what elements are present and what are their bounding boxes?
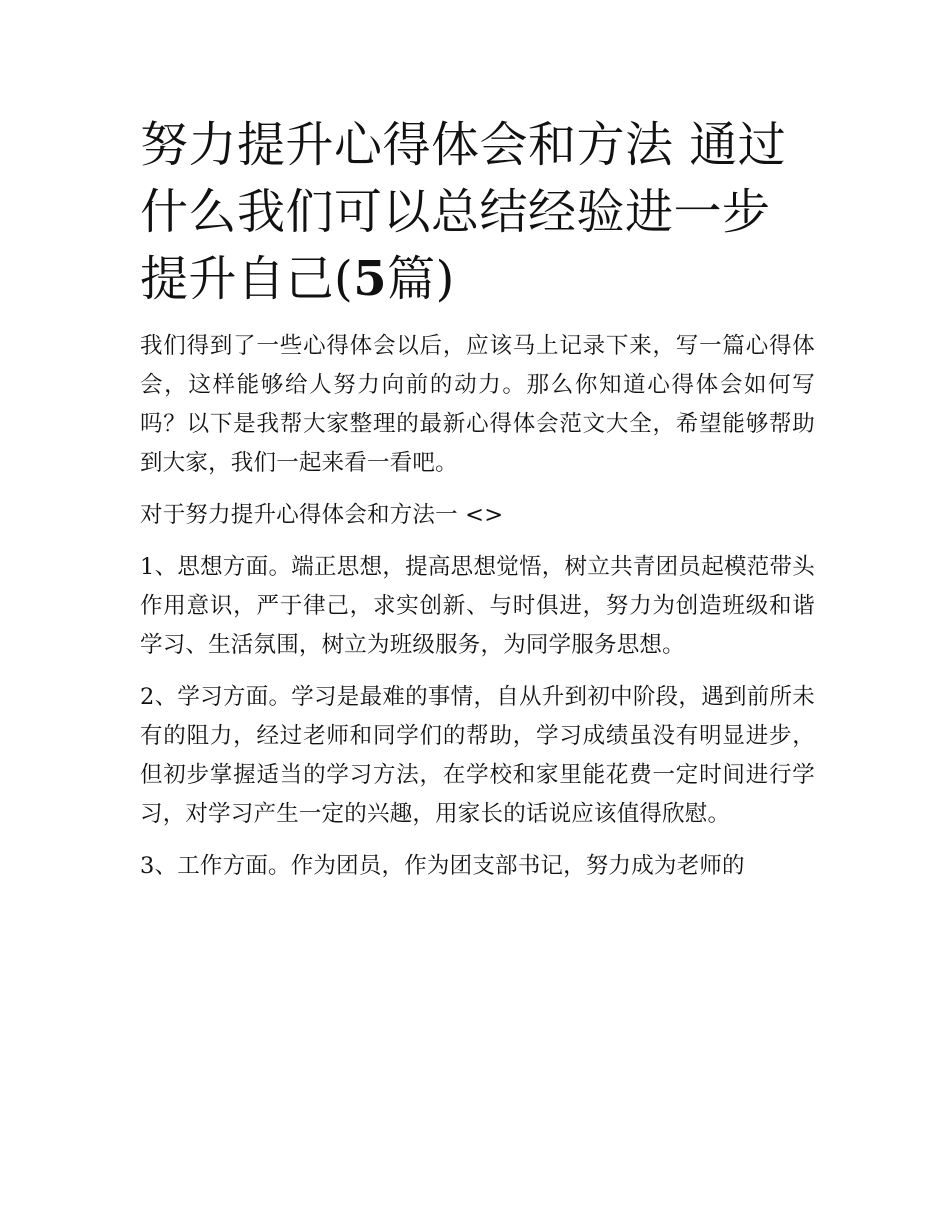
document-title: 努力提升心得体会和方法 通过什么我们可以总结经验进一步提升自己(5篇) <box>140 117 787 307</box>
paragraph-work: 3、工作方面。作为团员，作为团支部书记，努力成为老师的 <box>140 853 745 879</box>
section-heading: 对于努力提升心得体会和方法一 <> <box>140 502 504 528</box>
document-body <box>140 112 815 899</box>
paragraph-thought: 1、思想方面。端正思想，提高思想觉悟，树立共青团员起模范带头作用意识，严于律己，求实创新、与时俱进，努力为创造班级和谐学习、生活氛围，树立为班级服务，为同学服务思想。 <box>140 554 815 658</box>
paragraph-study: 2、学习方面。学习是最难的事情，自从升到初中阶段，遇到前所未有的阻力，经过老师和同学们的帮助，学习成绩虽没有明显进步，但初步掌握适当的学习方法，在学校和家里能花费一定时间进行学习，对学习产生一定的兴趣，用家长的话说应该值得欣慰。 <box>140 684 815 827</box>
intro-paragraph: 我们得到了一些心得体会以后，应该马上记录下来，写一篇心得体会，这样能够给人努力向前的动力。那么你知道心得体会如何写吗？以下是我帮大家整理的最新心得体会范文大全，希望能够帮助到大家，我们一起来看一看吧。 <box>140 333 815 476</box>
